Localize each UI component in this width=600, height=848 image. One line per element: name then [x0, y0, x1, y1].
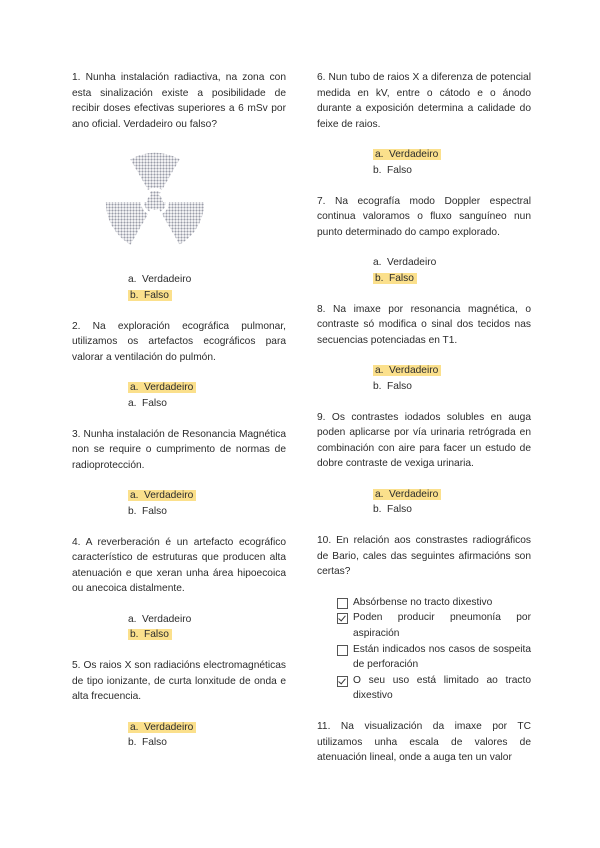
question-6-options: [317, 147, 531, 178]
question-1-text: 1. Nunha instalación radiactiva, na zona con esta sinalización existe a posibilidade de recibir doses efectivas superiores a 6 mSv por ano oficial. Verdadeiro ou falso?: [72, 72, 286, 130]
question-2-text: 2. Na exploración ecográfica pulmonar, utilizamos os artefactos ecográficos para valorar a ventilación do pulmón.: [72, 320, 286, 363]
option-a[interactable]: a. Verdadeiro: [317, 147, 531, 163]
checkbox[interactable]: [337, 645, 348, 656]
question-9-options: [317, 487, 531, 518]
checklist-item[interactable]: Están indicados nos casos de sospeita de perforación: [317, 642, 531, 673]
checklist-item[interactable]: Poden producir pneumonía por aspiración: [317, 610, 531, 641]
question-3-text: 3. Nunha instalación de Resonancia Magnética non se require o cumprimento de normas de radioprotección.: [72, 428, 286, 471]
option-a[interactable]: a. Verdadeiro: [128, 613, 192, 625]
option-b[interactable]: b. Falso: [317, 271, 531, 287]
right-column: [317, 70, 531, 766]
question-6-text: 6. Nun tubo de raios X a diferenza de potencial medida en kV, entre o cátodo e o ánodo durante a exposición determina a calidade do feixe de raios.: [317, 72, 531, 130]
question-2-options: [72, 380, 286, 411]
option-a[interactable]: a. Verdadeiro: [317, 487, 531, 503]
option-b[interactable]: a. Falso: [128, 397, 167, 409]
option-a[interactable]: a. Verdadeiro: [72, 380, 286, 396]
option-b[interactable]: b. Falso: [373, 164, 412, 176]
question-4-text: 4. A reverberación é un artefacto ecográfico característico de estruturas que producen alta atenuación e que xeran unha área hipoecoica ou anecoica distalmente.: [72, 536, 286, 595]
checkbox[interactable]: [337, 598, 348, 609]
question-5-text: 5. Os raios X son radiacións electromagnéticas de tipo ionizante, de curta lonxitude de onda e alta frecuencia.: [72, 660, 286, 703]
question-5-options: [72, 720, 286, 751]
checklist-item[interactable]: O seu uso está limitado ao tracto dixestivo: [317, 673, 531, 704]
checkbox-checked[interactable]: [337, 676, 348, 687]
question-7-text: 7. Na ecografía modo Doppler espectral continua valoramos o fluxo sanguíneo nun punto determinado do campo explorado.: [317, 195, 531, 238]
option-a[interactable]: a. Verdadeiro: [317, 363, 531, 379]
option-b[interactable]: b. Falso: [128, 505, 167, 517]
question-3-options: [72, 488, 286, 519]
question-1-options: [72, 272, 286, 303]
question-9-text: 9. Os contrastes iodados solubles en auga poden aplicarse por vía urinaria retrógrada en combinación con aire para facer un estudo de dobre contraste de vexiga urinaria.: [317, 411, 531, 470]
question-10-text: 10. En relación aos constrastes radiográficos de Bario, cales das seguintes afirmacións son certas?: [317, 535, 531, 578]
option-a[interactable]: a. Verdadeiro: [72, 720, 286, 736]
question-7-options: [317, 255, 531, 286]
question-10-checklist: [317, 595, 531, 704]
option-b[interactable]: b. Falso: [373, 504, 412, 516]
checklist-item[interactable]: Absórbense no tracto dixestivo: [317, 595, 531, 611]
option-b[interactable]: b. Falso: [72, 627, 286, 643]
option-b[interactable]: b. Falso: [72, 288, 286, 304]
radiation-hazard-icon: [102, 149, 208, 255]
question-4-options: [72, 612, 286, 643]
option-a[interactable]: a. Verdadeiro: [72, 488, 286, 504]
option-b[interactable]: b. Falso: [128, 737, 167, 749]
option-a[interactable]: a. Verdadeiro: [373, 257, 437, 269]
checkbox-checked[interactable]: [337, 613, 348, 624]
option-b[interactable]: b. Falso: [373, 380, 412, 392]
question-8-options: [317, 363, 531, 394]
left-column: [72, 70, 286, 751]
question-11-text: 11. Na visualización da imaxe por TC utilizamos unha escala de valores de atenuación lineal, onde a auga ten un valor: [317, 721, 531, 764]
question-8-text: 8. Na imaxe por resonancia magnética, o contraste só modifica o sinal dos tecidos nas secuencias potenciadas en T1.: [317, 303, 531, 346]
option-a[interactable]: a. Verdadeiro: [128, 274, 192, 286]
